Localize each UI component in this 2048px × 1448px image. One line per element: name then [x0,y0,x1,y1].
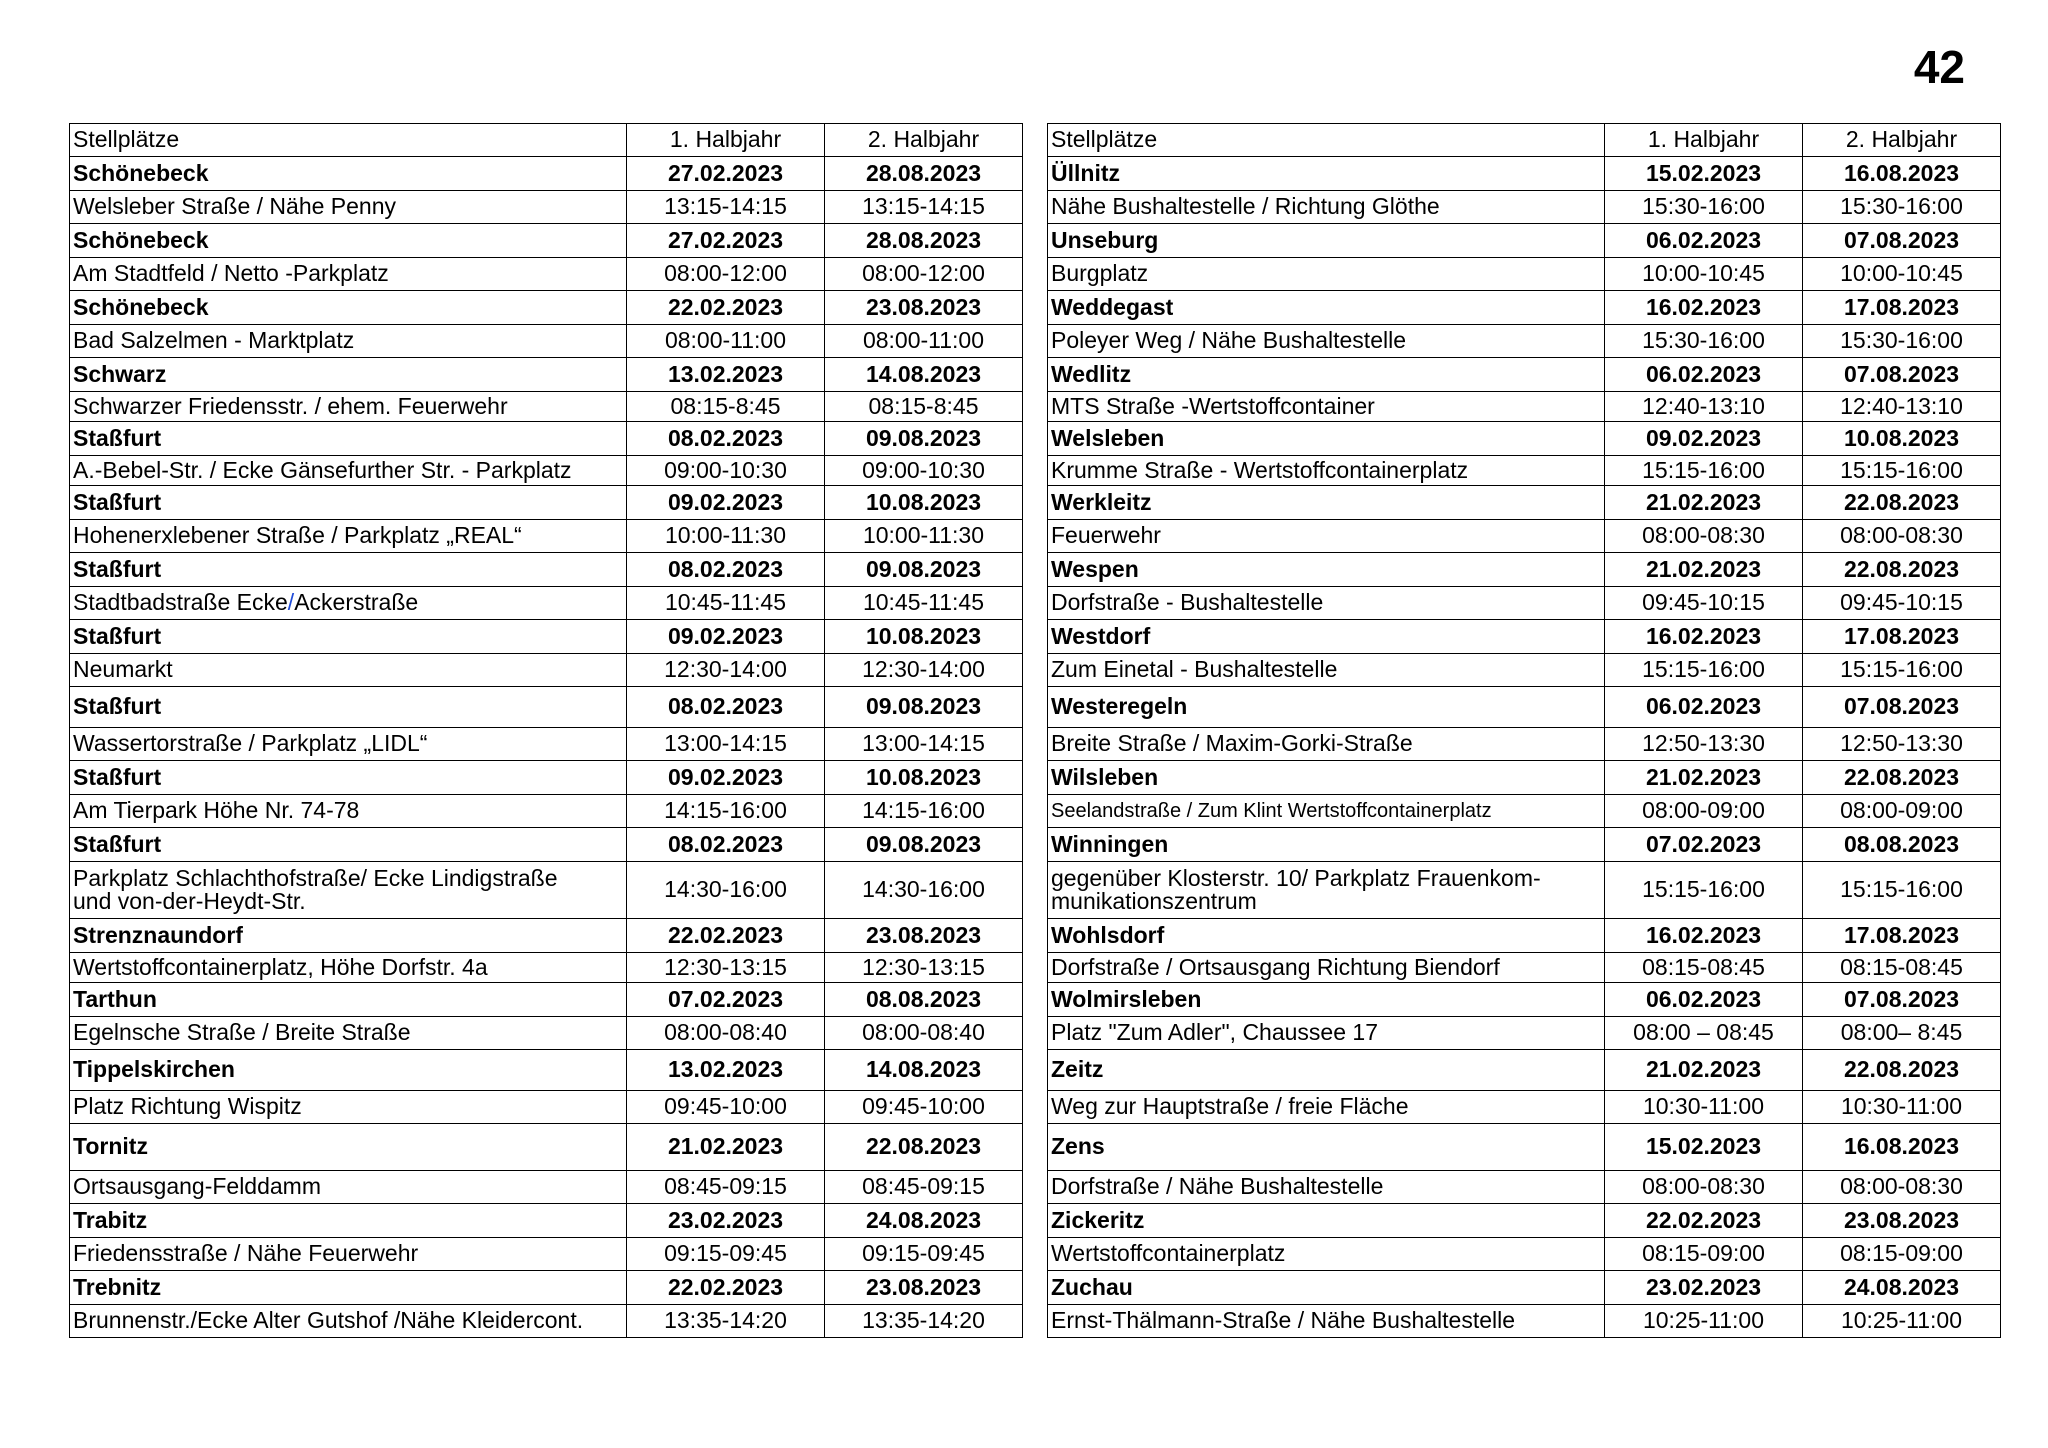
place-name: Zuchau [1048,1271,1605,1305]
place-row [70,687,1023,728]
date-first-half: 21.02.2023 [1605,486,1803,520]
date-second-half: 10.08.2023 [825,620,1023,654]
time-first-half: 10:45-11:45 [627,587,825,620]
date-first-half: 09.02.2023 [627,620,825,654]
place-row [1048,358,2001,392]
time-first-half: 15:15-16:00 [1605,862,1803,919]
time-second-half: 08:00-11:00 [825,325,1023,358]
location-detail: Dorfstraße / Nähe Bushaltestelle [1048,1171,1605,1204]
time-first-half: 14:15-16:00 [627,795,825,828]
date-first-half: 21.02.2023 [1605,761,1803,795]
place-name: Staßfurt [70,553,627,587]
time-second-half: 08:00-12:00 [825,258,1023,291]
time-second-half: 10:30-11:00 [1803,1091,2001,1124]
location-detail: Burgplatz [1048,258,1605,291]
location-line-2: und von-der-Heydt-Str. [73,888,306,914]
date-first-half: 16.02.2023 [1605,919,1803,953]
place-name: Wespen [1048,553,1605,587]
time-first-half: 10:00-11:30 [627,520,825,553]
place-name: Winningen [1048,828,1605,862]
place-name: Westeregeln [1048,687,1605,728]
date-second-half: 07.08.2023 [1803,358,2001,392]
place-name: Unseburg [1048,224,1605,258]
time-first-half: 14:30-16:00 [627,862,825,919]
place-name: Staßfurt [70,761,627,795]
place-row [1048,291,2001,325]
date-second-half: 22.08.2023 [1803,761,2001,795]
date-second-half: 22.08.2023 [825,1124,1023,1171]
time-second-half: 15:30-16:00 [1803,325,2001,358]
date-first-half: 15.02.2023 [1605,1124,1803,1171]
place-row [70,553,1023,587]
time-first-half: 15:15-16:00 [1605,456,1803,486]
date-second-half: 23.08.2023 [825,291,1023,325]
place-name: Wohlsdorf [1048,919,1605,953]
table-header-row [1048,124,2001,157]
time-second-half: 10:45-11:45 [825,587,1023,620]
date-second-half: 17.08.2023 [1803,620,2001,654]
detail-row [70,1305,1023,1338]
date-first-half: 21.02.2023 [627,1124,825,1171]
place-row [1048,1204,2001,1238]
location-line-1: gegenüber Klosterstr. 10/ Parkplatz Frauenkom- [1051,865,1541,891]
time-first-half: 13:15-14:15 [627,191,825,224]
detail-row [70,728,1023,761]
time-first-half: 10:30-11:00 [1605,1091,1803,1124]
place-name: Strenznaundorf [70,919,627,953]
date-first-half: 22.02.2023 [627,919,825,953]
time-second-half: 09:45-10:15 [1803,587,2001,620]
detail-row [1048,1238,2001,1271]
time-second-half: 09:45-10:00 [825,1091,1023,1124]
date-second-half: 07.08.2023 [1803,224,2001,258]
date-first-half: 15.02.2023 [1605,157,1803,191]
location-detail: Dorfstraße - Bushaltestelle [1048,587,1605,620]
place-name: Wedlitz [1048,358,1605,392]
header-second-half: 2. Halbjahr [1803,124,2001,157]
location-detail: Neumarkt [70,654,627,687]
location-detail-part: Ackerstraße [294,589,419,616]
date-second-half: 09.08.2023 [825,687,1023,728]
date-second-half: 09.08.2023 [825,553,1023,587]
detail-row [1048,520,2001,553]
location-detail [70,862,627,919]
location-detail: Egelnsche Straße / Breite Straße [70,1017,627,1050]
location-detail: Schwarzer Friedensstr. / ehem. Feuerwehr [70,392,627,422]
detail-row [70,520,1023,553]
detail-row [1048,191,2001,224]
schedule-table-left [69,123,1023,1338]
time-first-half: 15:15-16:00 [1605,654,1803,687]
location-detail [70,587,627,620]
place-name: Wilsleben [1048,761,1605,795]
location-detail: Krumme Straße - Wertstoffcontainerplatz [1048,456,1605,486]
place-row [70,620,1023,654]
detail-row [1048,654,2001,687]
header-second-half: 2. Halbjahr [825,124,1023,157]
location-detail: Wertstoffcontainerplatz [1048,1238,1605,1271]
detail-row [1048,953,2001,983]
detail-row [1048,1017,2001,1050]
time-second-half: 08:15-09:00 [1803,1238,2001,1271]
date-second-half: 10.08.2023 [825,761,1023,795]
time-first-half: 09:45-10:15 [1605,587,1803,620]
date-second-half: 23.08.2023 [825,919,1023,953]
page-number: 42 [1913,41,1965,93]
location-detail: Am Stadtfeld / Netto -Parkplatz [70,258,627,291]
header-location: Stellplätze [1048,124,1605,157]
location-detail: Friedensstraße / Nähe Feuerwehr [70,1238,627,1271]
place-row [1048,919,2001,953]
place-row [70,919,1023,953]
time-second-half: 09:00-10:30 [825,456,1023,486]
time-first-half: 10:25-11:00 [1605,1305,1803,1338]
detail-row [1048,392,2001,422]
time-second-half: 08:15-08:45 [1803,953,2001,983]
location-detail: A.-Bebel-Str. / Ecke Gänsefurther Str. - Parkplatz [70,456,627,486]
place-name: Schönebeck [70,157,627,191]
date-first-half: 06.02.2023 [1605,224,1803,258]
place-row [1048,224,2001,258]
date-second-half: 22.08.2023 [1803,486,2001,520]
time-second-half: 12:30-13:15 [825,953,1023,983]
date-first-half: 09.02.2023 [1605,422,1803,456]
date-second-half: 16.08.2023 [1803,157,2001,191]
date-first-half: 06.02.2023 [1605,687,1803,728]
detail-row [70,795,1023,828]
time-first-half: 09:00-10:30 [627,456,825,486]
place-name: Zeitz [1048,1050,1605,1091]
place-name: Schönebeck [70,291,627,325]
location-separator: / [287,589,295,616]
date-first-half: 23.02.2023 [1605,1271,1803,1305]
date-second-half: 24.08.2023 [825,1204,1023,1238]
place-name: Staßfurt [70,687,627,728]
date-second-half: 22.08.2023 [1803,1050,2001,1091]
date-first-half: 06.02.2023 [1605,358,1803,392]
time-first-half: 08:00 – 08:45 [1605,1017,1803,1050]
time-second-half: 08:45-09:15 [825,1171,1023,1204]
place-row [70,291,1023,325]
detail-row [70,258,1023,291]
time-second-half: 15:30-16:00 [1803,191,2001,224]
place-name: Tippelskirchen [70,1050,627,1091]
detail-row [1048,1171,2001,1204]
time-first-half: 09:45-10:00 [627,1091,825,1124]
table-header-row [70,124,1023,157]
time-second-half: 08:00-09:00 [1803,795,2001,828]
date-second-half: 22.08.2023 [1803,553,2001,587]
detail-row [70,1171,1023,1204]
place-row [1048,687,2001,728]
time-second-half: 08:00-08:40 [825,1017,1023,1050]
location-detail: Welsleber Straße / Nähe Penny [70,191,627,224]
place-row [1048,620,2001,654]
time-first-half: 15:30-16:00 [1605,191,1803,224]
place-name: Zens [1048,1124,1605,1171]
time-first-half: 12:40-13:10 [1605,392,1803,422]
place-name: Westdorf [1048,620,1605,654]
place-row [1048,1050,2001,1091]
date-second-half: 09.08.2023 [825,828,1023,862]
time-first-half: 08:15-08:45 [1605,953,1803,983]
date-first-half: 21.02.2023 [1605,553,1803,587]
date-first-half: 07.02.2023 [1605,828,1803,862]
detail-row [1048,1091,2001,1124]
place-row [70,1050,1023,1091]
detail-row [1048,587,2001,620]
detail-row [70,456,1023,486]
date-second-half: 10.08.2023 [1803,422,2001,456]
place-row [70,422,1023,456]
date-second-half: 08.08.2023 [1803,828,2001,862]
location-detail: Platz Richtung Wispitz [70,1091,627,1124]
time-first-half: 13:35-14:20 [627,1305,825,1338]
date-second-half: 28.08.2023 [825,224,1023,258]
time-second-half: 14:30-16:00 [825,862,1023,919]
place-name: Staßfurt [70,486,627,520]
date-second-half: 07.08.2023 [1803,983,2001,1017]
place-name: Werkleitz [1048,486,1605,520]
time-first-half: 08:15-8:45 [627,392,825,422]
time-second-half: 15:15-16:00 [1803,456,2001,486]
date-first-half: 06.02.2023 [1605,983,1803,1017]
place-row [70,157,1023,191]
location-detail: Zum Einetal - Bushaltestelle [1048,654,1605,687]
date-second-half: 24.08.2023 [1803,1271,2001,1305]
place-name: Staßfurt [70,422,627,456]
time-first-half: 12:30-14:00 [627,654,825,687]
time-first-half: 08:00-11:00 [627,325,825,358]
location-detail: Weg zur Hauptstraße / freie Fläche [1048,1091,1605,1124]
place-row [70,983,1023,1017]
location-detail: Wertstoffcontainerplatz, Höhe Dorfstr. 4a [70,953,627,983]
time-second-half: 08:00– 8:45 [1803,1017,2001,1050]
place-row [70,1124,1023,1171]
place-name: Trabitz [70,1204,627,1238]
place-name: Staßfurt [70,828,627,862]
location-detail: MTS Straße -Wertstoffcontainer [1048,392,1605,422]
place-name: Zickeritz [1048,1204,1605,1238]
detail-row [1048,728,2001,761]
place-row [1048,983,2001,1017]
detail-row [1048,1305,2001,1338]
location-detail: Nähe Bushaltestelle / Richtung Glöthe [1048,191,1605,224]
place-row [1048,553,2001,587]
detail-row [70,862,1023,919]
location-detail: Am Tierpark Höhe Nr. 74-78 [70,795,627,828]
time-second-half: 15:15-16:00 [1803,654,2001,687]
date-first-half: 09.02.2023 [627,761,825,795]
time-second-half: 13:35-14:20 [825,1305,1023,1338]
place-name: Trebnitz [70,1271,627,1305]
detail-row [1048,795,2001,828]
detail-row [70,1238,1023,1271]
date-first-half: 22.02.2023 [627,291,825,325]
location-line-2: munikationszentrum [1051,888,1257,914]
place-name: Welsleben [1048,422,1605,456]
time-second-half: 13:15-14:15 [825,191,1023,224]
detail-row [70,392,1023,422]
location-detail: Hohenerxlebener Straße / Parkplatz „REAL“ [70,520,627,553]
place-row [1048,1124,2001,1171]
date-second-half: 23.08.2023 [1803,1204,2001,1238]
date-second-half: 10.08.2023 [825,486,1023,520]
place-row [70,761,1023,795]
time-second-half: 14:15-16:00 [825,795,1023,828]
place-row [70,1204,1023,1238]
location-detail: Wassertorstraße / Parkplatz „LIDL“ [70,728,627,761]
time-second-half: 10:00-10:45 [1803,258,2001,291]
date-first-half: 08.02.2023 [627,687,825,728]
place-row [70,1271,1023,1305]
detail-row [70,953,1023,983]
date-first-half: 07.02.2023 [627,983,825,1017]
place-row [1048,422,2001,456]
date-first-half: 16.02.2023 [1605,291,1803,325]
time-second-half: 10:25-11:00 [1803,1305,2001,1338]
date-second-half: 08.08.2023 [825,983,1023,1017]
date-second-half: 17.08.2023 [1803,919,2001,953]
date-second-half: 14.08.2023 [825,1050,1023,1091]
detail-row [1048,325,2001,358]
location-detail: Brunnenstr./Ecke Alter Gutshof /Nähe Kleidercont. [70,1305,627,1338]
time-first-half: 15:30-16:00 [1605,325,1803,358]
time-first-half: 09:15-09:45 [627,1238,825,1271]
time-first-half: 12:30-13:15 [627,953,825,983]
time-second-half: 15:15-16:00 [1803,862,2001,919]
place-name: Schwarz [70,358,627,392]
time-second-half: 09:15-09:45 [825,1238,1023,1271]
date-first-half: 27.02.2023 [627,157,825,191]
date-first-half: 21.02.2023 [1605,1050,1803,1091]
place-name: Wolmirsleben [1048,983,1605,1017]
detail-row [70,654,1023,687]
header-location: Stellplätze [70,124,627,157]
header-first-half: 1. Halbjahr [1605,124,1803,157]
place-row [70,828,1023,862]
date-first-half: 22.02.2023 [1605,1204,1803,1238]
detail-row [1048,258,2001,291]
schedule-table-right [1047,123,2001,1338]
location-detail: Platz "Zum Adler", Chaussee 17 [1048,1017,1605,1050]
location-detail: Ortsausgang-Felddamm [70,1171,627,1204]
date-second-half: 28.08.2023 [825,157,1023,191]
detail-row [1048,862,2001,919]
header-first-half: 1. Halbjahr [627,124,825,157]
time-first-half: 08:00-08:30 [1605,520,1803,553]
date-first-half: 27.02.2023 [627,224,825,258]
time-second-half: 08:15-8:45 [825,392,1023,422]
time-second-half: 12:40-13:10 [1803,392,2001,422]
time-second-half: 12:50-13:30 [1803,728,2001,761]
location-detail: Feuerwehr [1048,520,1605,553]
place-name: Staßfurt [70,620,627,654]
time-first-half: 08:00-12:00 [627,258,825,291]
place-name: Schönebeck [70,224,627,258]
detail-row [70,1091,1023,1124]
detail-row [1048,456,2001,486]
date-first-half: 09.02.2023 [627,486,825,520]
place-row [70,358,1023,392]
date-first-half: 23.02.2023 [627,1204,825,1238]
location-detail: Dorfstraße / Ortsausgang Richtung Biendorf [1048,953,1605,983]
time-second-half: 08:00-08:30 [1803,520,2001,553]
time-second-half: 08:00-08:30 [1803,1171,2001,1204]
time-first-half: 08:00-08:30 [1605,1171,1803,1204]
place-row [1048,1271,2001,1305]
place-row [1048,761,2001,795]
time-first-half: 10:00-10:45 [1605,258,1803,291]
date-second-half: 07.08.2023 [1803,687,2001,728]
detail-row [70,325,1023,358]
time-second-half: 12:30-14:00 [825,654,1023,687]
date-second-half: 09.08.2023 [825,422,1023,456]
place-row [70,486,1023,520]
place-name: Üllnitz [1048,157,1605,191]
date-second-half: 23.08.2023 [825,1271,1023,1305]
time-second-half: 10:00-11:30 [825,520,1023,553]
detail-row [70,587,1023,620]
location-detail-part: Stadtbadstraße Ecke [73,589,288,616]
date-first-half: 13.02.2023 [627,1050,825,1091]
date-first-half: 08.02.2023 [627,553,825,587]
place-row [1048,486,2001,520]
location-detail: Ernst-Thälmann-Straße / Nähe Bushaltestelle [1048,1305,1605,1338]
location-detail: Breite Straße / Maxim-Gorki-Straße [1048,728,1605,761]
location-detail [1048,862,1605,919]
place-row [1048,828,2001,862]
date-first-half: 08.02.2023 [627,828,825,862]
time-second-half: 13:00-14:15 [825,728,1023,761]
time-first-half: 08:00-08:40 [627,1017,825,1050]
location-detail: Poleyer Weg / Nähe Bushaltestelle [1048,325,1605,358]
date-second-half: 16.08.2023 [1803,1124,2001,1171]
time-first-half: 08:45-09:15 [627,1171,825,1204]
date-first-half: 13.02.2023 [627,358,825,392]
time-first-half: 08:00-09:00 [1605,795,1803,828]
place-name: Tornitz [70,1124,627,1171]
date-second-half: 14.08.2023 [825,358,1023,392]
time-first-half: 12:50-13:30 [1605,728,1803,761]
detail-row [70,191,1023,224]
place-row [70,224,1023,258]
location-detail: Bad Salzelmen - Marktplatz [70,325,627,358]
date-first-half: 22.02.2023 [627,1271,825,1305]
time-first-half: 13:00-14:15 [627,728,825,761]
place-row [1048,157,2001,191]
date-first-half: 08.02.2023 [627,422,825,456]
date-second-half: 17.08.2023 [1803,291,2001,325]
location-detail: Seelandstraße / Zum Klint Wertstoffcontainerplatz [1048,795,1605,828]
detail-row [70,1017,1023,1050]
place-name: Tarthun [70,983,627,1017]
date-first-half: 16.02.2023 [1605,620,1803,654]
location-line-1: Parkplatz Schlachthofstraße/ Ecke Lindigstraße [73,865,558,891]
time-first-half: 08:15-09:00 [1605,1238,1803,1271]
place-name: Weddegast [1048,291,1605,325]
